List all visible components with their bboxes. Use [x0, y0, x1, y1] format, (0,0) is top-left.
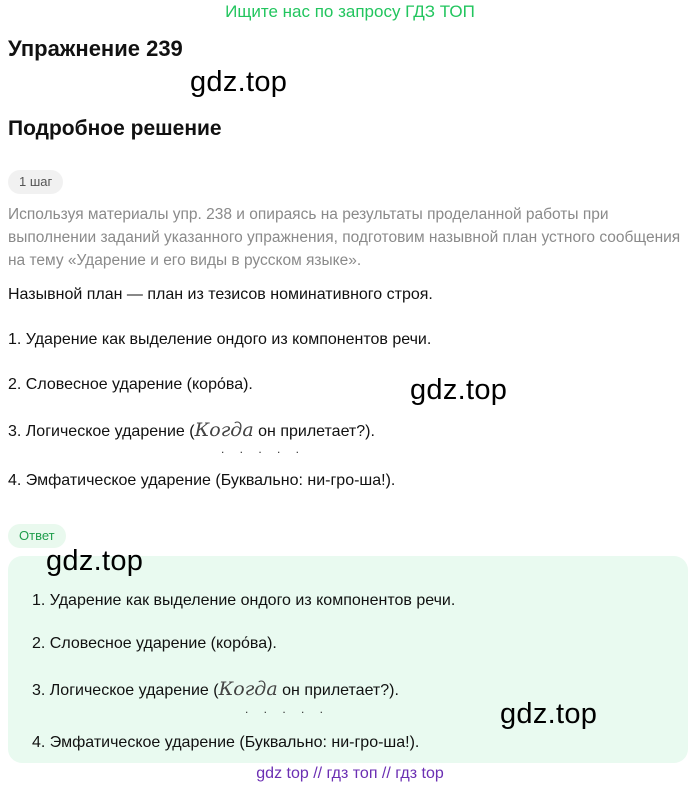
answer-item-1: 1. Ударение как выделение ондого из компонентов речи. — [32, 592, 456, 609]
watermark: gdz.top — [190, 66, 288, 98]
plan-item-3 — [8, 419, 375, 441]
answer-item-4: 4. Эмфатическое ударение (Буквально: ни-гро-ша!). — [32, 734, 420, 751]
answer-item-3-suffix: он прилетает?). — [277, 682, 399, 699]
plan-item-3-prefix: 3. Логическое ударение ( — [8, 423, 195, 440]
answer-item-3-emphasized-word: Когда — [218, 678, 278, 700]
plan-item-3-emphasized-word: Когда — [194, 419, 254, 441]
step-badge: 1 шаг — [8, 170, 63, 194]
stress-dots: . . . . . — [245, 702, 330, 716]
watermark: gdz.top — [410, 374, 508, 406]
intro-paragraph: Используя материалы упр. 238 и опираясь на результаты проделанной работы при выполнении заданий указанного упражнения, подготовим назывной план устного сообщения на тему «Ударение и его виды в русском языке». — [8, 206, 681, 269]
answer-item-3-prefix: 3. Логическое ударение ( — [32, 682, 219, 699]
exercise-title: Упражнение 239 — [8, 36, 183, 61]
answer-item-3 — [32, 678, 399, 700]
watermark: gdz.top — [500, 698, 598, 730]
plan-item-3-suffix: он прилетает?). — [253, 423, 375, 440]
watermark: gdz.top — [46, 545, 144, 577]
plan-item-2: 2. Словесное ударение (коро́ва). — [8, 376, 253, 393]
stress-dots: . . . . . — [221, 442, 306, 456]
footer-links[interactable]: gdz top // гдз топ // гдз top — [256, 765, 444, 782]
plan-item-4: 4. Эмфатическое ударение (Буквально: ни-гро-ша!). — [8, 472, 396, 489]
answer-item-2: 2. Словесное ударение (коро́ва). — [32, 635, 277, 652]
definition-text: Назывной план — план из тезисов номинативного строя. — [8, 286, 433, 303]
promo-banner: Ищите нас по запросу ГДЗ ТОП — [225, 2, 475, 21]
plan-item-1: 1. Ударение как выделение ондого из компонентов речи. — [8, 331, 432, 348]
answer-badge: Ответ — [8, 524, 66, 548]
answer-box — [8, 556, 688, 763]
solution-heading: Подробное решение — [8, 117, 222, 140]
